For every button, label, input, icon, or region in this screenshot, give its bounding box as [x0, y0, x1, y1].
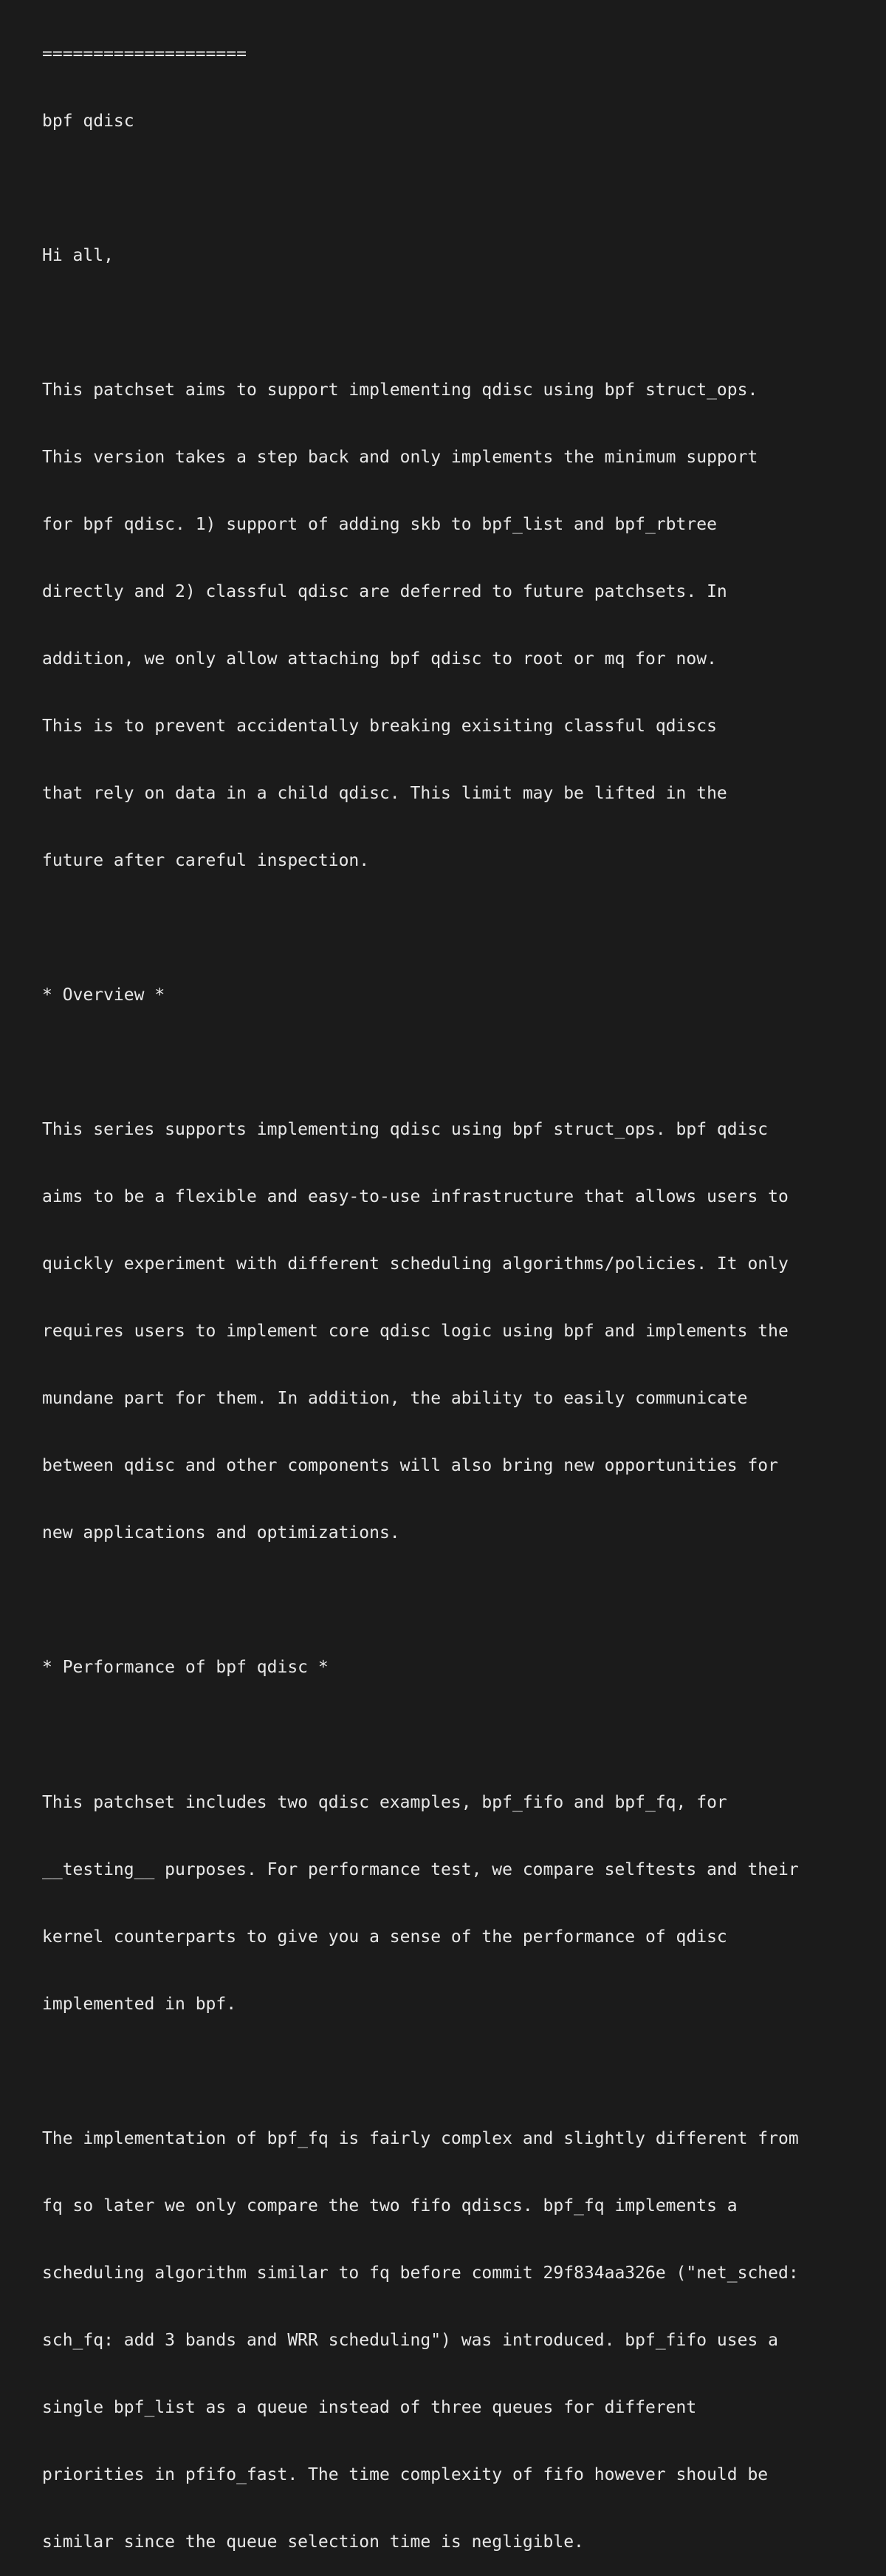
- performance-paragraph-line: __testing__ purposes. For performance test, we compare selftests and their: [42, 1859, 799, 1879]
- implementation-paragraph-line: sch_fq: add 3 bands and WRR scheduling") was introduced. bpf_fifo uses a: [42, 2330, 778, 2350]
- document-title: bpf qdisc: [42, 111, 134, 131]
- blank-line: [42, 1723, 876, 1746]
- overview-paragraph-line: aims to be a flexible and easy-to-use infrastructure that allows users to: [42, 1187, 789, 1207]
- title-underline: ====================: [42, 44, 247, 64]
- overview-paragraph-line: This series supports implementing qdisc using bpf struct_ops. bpf qdisc: [42, 1120, 769, 1140]
- section-heading-performance: * Performance of bpf qdisc *: [42, 1658, 329, 1678]
- overview-paragraph-line: mundane part for them. In addition, the ability to easily communicate: [42, 1389, 748, 1409]
- blank-line: [42, 177, 876, 199]
- performance-paragraph-line: implemented in bpf.: [42, 1994, 237, 2014]
- implementation-paragraph-line: priorities in pfifo_fast. The time complexity of fifo however should be: [42, 2464, 769, 2484]
- document-text: [42, 0, 876, 2576]
- overview-paragraph-line: quickly experiment with different scheduling algorithms/policies. It only: [42, 1254, 789, 1274]
- section-heading-overview: * Overview *: [42, 985, 165, 1005]
- implementation-paragraph-line: single bpf_list as a queue instead of three queues for different: [42, 2397, 697, 2417]
- overview-paragraph-line: requires users to implement core qdisc logic using bpf and implements the: [42, 1322, 789, 1342]
- intro-paragraph-line: future after careful inspection.: [42, 851, 370, 871]
- blank-line: [42, 1051, 876, 1073]
- intro-paragraph-line: for bpf qdisc. 1) support of adding skb to bpf_list and bpf_rbtree: [42, 514, 717, 534]
- blank-line: [42, 917, 876, 939]
- intro-paragraph-line: addition, we only allow attaching bpf qdisc to root or mq for now.: [42, 649, 717, 669]
- greeting-line: Hi all,: [42, 245, 114, 265]
- implementation-paragraph-line: fq so later we only compare the two fifo qdiscs. bpf_fq implements a: [42, 2196, 738, 2215]
- implementation-paragraph-line: similar since the queue selection time is negligible.: [42, 2532, 584, 2552]
- blank-line: [42, 1589, 876, 1611]
- intro-paragraph-line: directly and 2) classful qdisc are deferred to future patchsets. In: [42, 581, 727, 601]
- overview-paragraph-line: new applications and optimizations.: [42, 1523, 400, 1543]
- intro-paragraph-line: This is to prevent accidentally breaking exisiting classful qdiscs: [42, 717, 717, 736]
- performance-paragraph-line: This patchset includes two qdisc examples, bpf_fifo and bpf_fq, for: [42, 1792, 727, 1812]
- blank-line: [42, 312, 876, 334]
- intro-paragraph-line: that rely on data in a child qdisc. This limit may be lifted in the: [42, 784, 727, 804]
- blank-line: [42, 2060, 876, 2083]
- overview-paragraph-line: between qdisc and other components will also bring new opportunities for: [42, 1456, 778, 1476]
- implementation-paragraph-line: The implementation of bpf_fq is fairly complex and slightly different from: [42, 2128, 799, 2148]
- performance-paragraph-line: kernel counterparts to give you a sense of the performance of qdisc: [42, 1927, 727, 1947]
- intro-paragraph-line: This patchset aims to support implementing qdisc using bpf struct_ops.: [42, 380, 758, 400]
- intro-paragraph-line: This version takes a step back and only implements the minimum support: [42, 447, 758, 467]
- implementation-paragraph-line: scheduling algorithm similar to fq before commit 29f834aa326e ("net_sched:: [42, 2263, 799, 2283]
